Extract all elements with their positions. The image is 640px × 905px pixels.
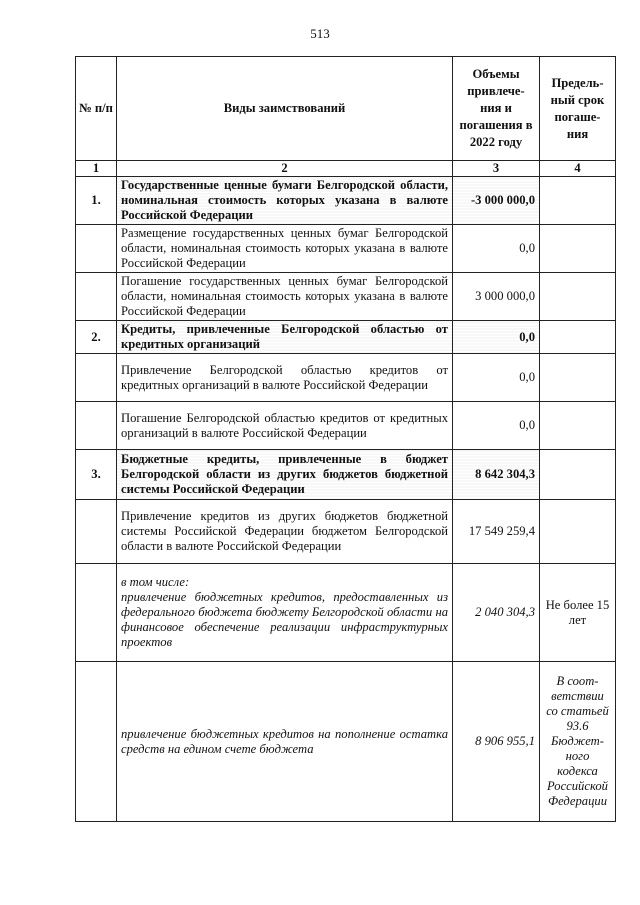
row-description: Государственные ценные бумаги Белгородской области, номинальная стоимость которых указана в валюте Российской Федерации bbox=[117, 177, 453, 225]
column-number: 4 bbox=[540, 161, 616, 177]
row-term bbox=[540, 500, 616, 564]
header-volumes-2022: Объемы привлече-ния и погашения в 2022 году bbox=[453, 57, 540, 161]
subitems-label: в том числе: bbox=[121, 575, 190, 589]
table-row bbox=[76, 273, 616, 321]
table-row bbox=[76, 225, 616, 273]
table-row bbox=[76, 564, 616, 662]
header-max-term: Предель-ный срок погаше-ния bbox=[540, 57, 616, 161]
table-row bbox=[76, 402, 616, 450]
column-number: 1 bbox=[76, 161, 117, 177]
row-value: 2 040 304,3 bbox=[453, 564, 540, 662]
row-description: Кредиты, привлеченные Белгородской областью от кредитных организаций bbox=[117, 321, 453, 354]
column-number: 2 bbox=[117, 161, 453, 177]
row-number bbox=[76, 662, 117, 822]
header-borrowing-types: Виды заимствований bbox=[117, 57, 453, 161]
table-row bbox=[76, 321, 616, 354]
page-number: 513 bbox=[310, 26, 330, 41]
row-description: Привлечение кредитов из других бюджетов бюджетной системы Российской Федерации бюджетом Белгородской области в валюте Российской Федерации bbox=[117, 500, 453, 564]
row-term bbox=[540, 225, 616, 273]
row-description-text: привлечение бюджетных кредитов, предоставленных из федерального бюджета бюджету Белгородской области на финансовое обеспечение реализации инфраструктурных проектов bbox=[121, 590, 448, 649]
row-value: 0,0 bbox=[453, 225, 540, 273]
column-number: 3 bbox=[453, 161, 540, 177]
row-number: 3. bbox=[76, 450, 117, 500]
row-term bbox=[540, 321, 616, 354]
row-description: Погашение государственных ценных бумаг Белгородской области, номинальная стоимость которых указана в валюте Российской Федерации bbox=[117, 273, 453, 321]
table-row bbox=[76, 354, 616, 402]
row-term bbox=[540, 450, 616, 500]
row-term bbox=[540, 273, 616, 321]
row-term bbox=[540, 354, 616, 402]
row-number bbox=[76, 225, 117, 273]
row-term: В соот-ветствии со статьей 93.6 Бюджет-ного кодекса Российской Федерации bbox=[540, 662, 616, 822]
header-number: № п/п bbox=[76, 57, 117, 161]
row-number: 1. bbox=[76, 177, 117, 225]
row-number bbox=[76, 564, 117, 662]
row-value: -3 000 000,0 bbox=[453, 177, 540, 225]
row-number: 2. bbox=[76, 321, 117, 354]
row-description: Бюджетные кредиты, привлеченные в бюджет Белгородской области из других бюджетов бюджетной системы Российской Федерации bbox=[117, 450, 453, 500]
row-number bbox=[76, 500, 117, 564]
row-term: Не более 15 лет bbox=[540, 564, 616, 662]
row-number bbox=[76, 273, 117, 321]
row-term bbox=[540, 402, 616, 450]
row-value: 0,0 bbox=[453, 354, 540, 402]
row-value: 8 906 955,1 bbox=[453, 662, 540, 822]
row-description bbox=[117, 564, 453, 662]
table-row bbox=[76, 177, 616, 225]
row-number bbox=[76, 402, 117, 450]
table-row bbox=[76, 500, 616, 564]
row-description: Размещение государственных ценных бумаг Белгородской области, номинальная стоимость которых указана в валюте Российской Федерации bbox=[117, 225, 453, 273]
row-value: 0,0 bbox=[453, 321, 540, 354]
row-value: 0,0 bbox=[453, 402, 540, 450]
row-description: Погашение Белгородской областью кредитов от кредитных организаций в валюте Российской Федерации bbox=[117, 402, 453, 450]
row-value: 17 549 259,4 bbox=[453, 500, 540, 564]
row-term bbox=[540, 177, 616, 225]
table-row bbox=[76, 450, 616, 500]
row-number bbox=[76, 354, 117, 402]
row-description: привлечение бюджетных кредитов на пополнение остатка средств на едином счете бюджета bbox=[117, 662, 453, 822]
row-value: 8 642 304,3 bbox=[453, 450, 540, 500]
table-row bbox=[76, 662, 616, 822]
row-description: Привлечение Белгородской областью кредитов от кредитных организаций в валюте Российской Федерации bbox=[117, 354, 453, 402]
row-value: 3 000 000,0 bbox=[453, 273, 540, 321]
column-number-row bbox=[76, 161, 616, 177]
borrowings-table bbox=[75, 56, 616, 822]
table-header-row bbox=[76, 57, 616, 161]
